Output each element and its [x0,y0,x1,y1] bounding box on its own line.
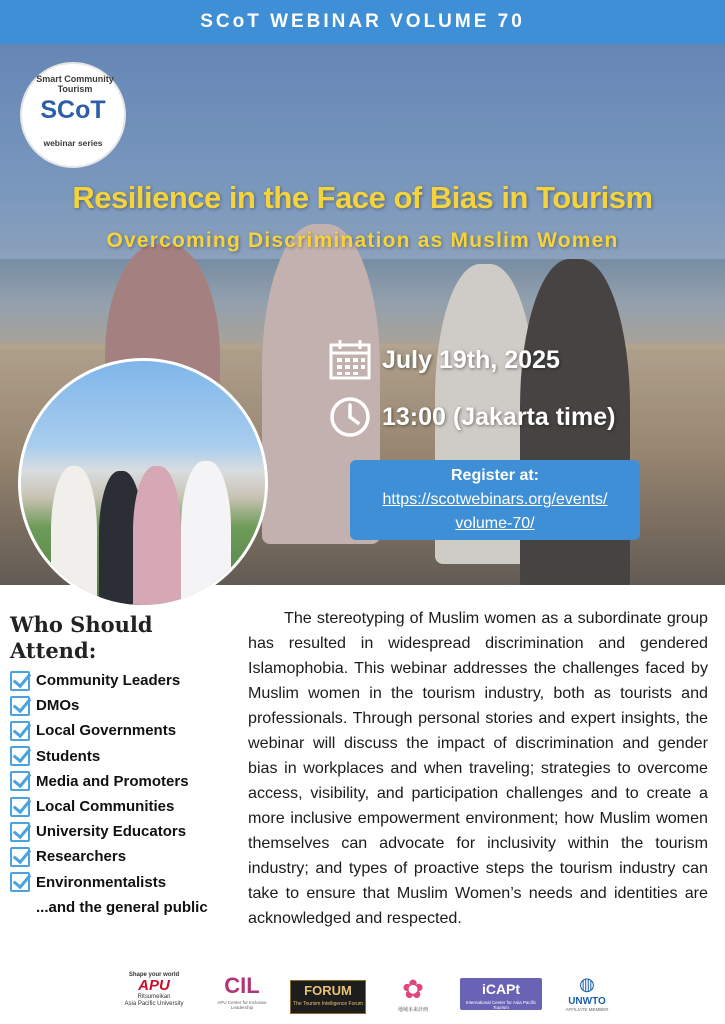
flower-logo [388,972,438,1016]
apu-sub2: Asia Pacific University [124,1001,184,1007]
logo-ring-bottom: webinar series [43,138,103,148]
list-item [10,819,208,844]
audience-item: Environmentalists [36,873,167,891]
logo-ring-top: Smart Community Tourism [36,74,114,94]
checkbox-icon [10,671,30,691]
list-item [10,769,208,794]
audience-item: Media and Promoters [36,772,189,790]
header-banner [0,0,725,44]
apu-tagline: Shape your world [128,972,180,978]
audience-closing: ...and the general public [36,898,208,916]
icapt-logo [460,978,542,1010]
register-box[interactable] [350,460,640,540]
unwto-name: UNWTO [568,996,606,1007]
register-label: Register at: [450,467,540,484]
checkbox-icon [10,746,30,766]
event-subtitle: Overcoming Discrimination as Muslim Women [106,229,619,252]
photo-person [181,461,231,608]
audience-item: Researchers [36,848,127,866]
event-date-row [328,338,560,382]
list-item [10,844,208,869]
audience-item: Students [36,747,101,765]
flower-sub: 地域未来計画 [397,1007,428,1013]
event-title: Resilience in the Face of Bias in Tourism [72,180,653,215]
checkbox-icon [10,797,30,817]
apu-name: APU [138,977,170,994]
register-link-cont[interactable]: volume-70/ [455,515,535,532]
header-title: SCoT WEBINAR VOLUME 70 [200,11,525,32]
forum-name: FORUM [304,983,352,998]
photo-person [51,466,97,608]
cil-name: CIL [224,973,260,998]
list-item [10,668,208,693]
list-item [10,744,208,769]
forum-logo [290,980,366,1014]
scot-logo [20,62,126,168]
webinar-description: The stereotyping of Muslim women as a subordinate group has resulted in widespread discrimination and gendered Islamophobia. This webinar addresses the challenges faced by Muslim women in the tourism industry, both as tourists and professionals. Through personal stories and expert insights, the webinar will discuss the impact of discrimination and gender bias in workplaces and when traveling; strategies to overcome access, visibility, and participation challenges and to create a more inclusive empowerment environment; how Muslim women themselves can advocate for inclusivity within the tourism industry; and types of proactive steps the tourism industry can take to ensure that Muslim Women’s needs and identities are acknowledged and respected. [248,609,708,927]
photo-person [133,466,181,608]
checkbox-icon [10,721,30,741]
list-item [10,718,208,743]
list-item [10,693,208,718]
list-item [10,870,208,895]
unwto-sub: AFFILIATE MEMBER [565,1007,609,1012]
cil-sub: APU Center for Inclusive Leadership [217,1000,267,1010]
register-link[interactable]: https://scotwebinars.org/events/ [382,491,608,508]
list-item [10,895,208,920]
partner-logos [0,968,725,1024]
checkbox-icon [10,696,30,716]
unwto-logo [562,972,612,1016]
icapt-sub: International Center for Asia Pacific Tourism [465,1000,537,1010]
audience-item: Local Governments [36,722,177,740]
globe-icon: ◍ [579,974,595,994]
logo-mark: SCoT [40,96,106,124]
checkbox-icon [10,872,30,892]
flower-icon: ✿ [402,974,424,1004]
audience-item: Community Leaders [36,672,181,690]
audience-heading-line1: Who Should [10,612,153,637]
event-time-row [328,395,615,439]
group-photo [18,358,268,608]
clock-icon [328,395,372,439]
audience-item: DMOs [36,697,80,715]
checkbox-icon [10,771,30,791]
apu-sub1: Ritsumeikan [137,994,171,1000]
audience-heading [10,612,230,664]
checkbox-icon [10,847,30,867]
audience-heading-line2: Attend: [10,638,97,663]
apu-logo [108,972,200,1016]
calendar-icon [328,338,372,382]
event-date: July 19th, 2025 [382,345,560,374]
cil-logo [208,972,276,1016]
icapt-name: iCAPt [481,981,521,997]
event-time: 13:00 (Jakarta time) [382,402,616,431]
forum-sub: The Tourism Intelligence Forum [293,1001,363,1007]
audience-item: Local Communities [36,798,175,816]
checkbox-icon [10,822,30,842]
audience-list [10,668,208,920]
audience-item: University Educators [36,823,187,841]
list-item [10,794,208,819]
